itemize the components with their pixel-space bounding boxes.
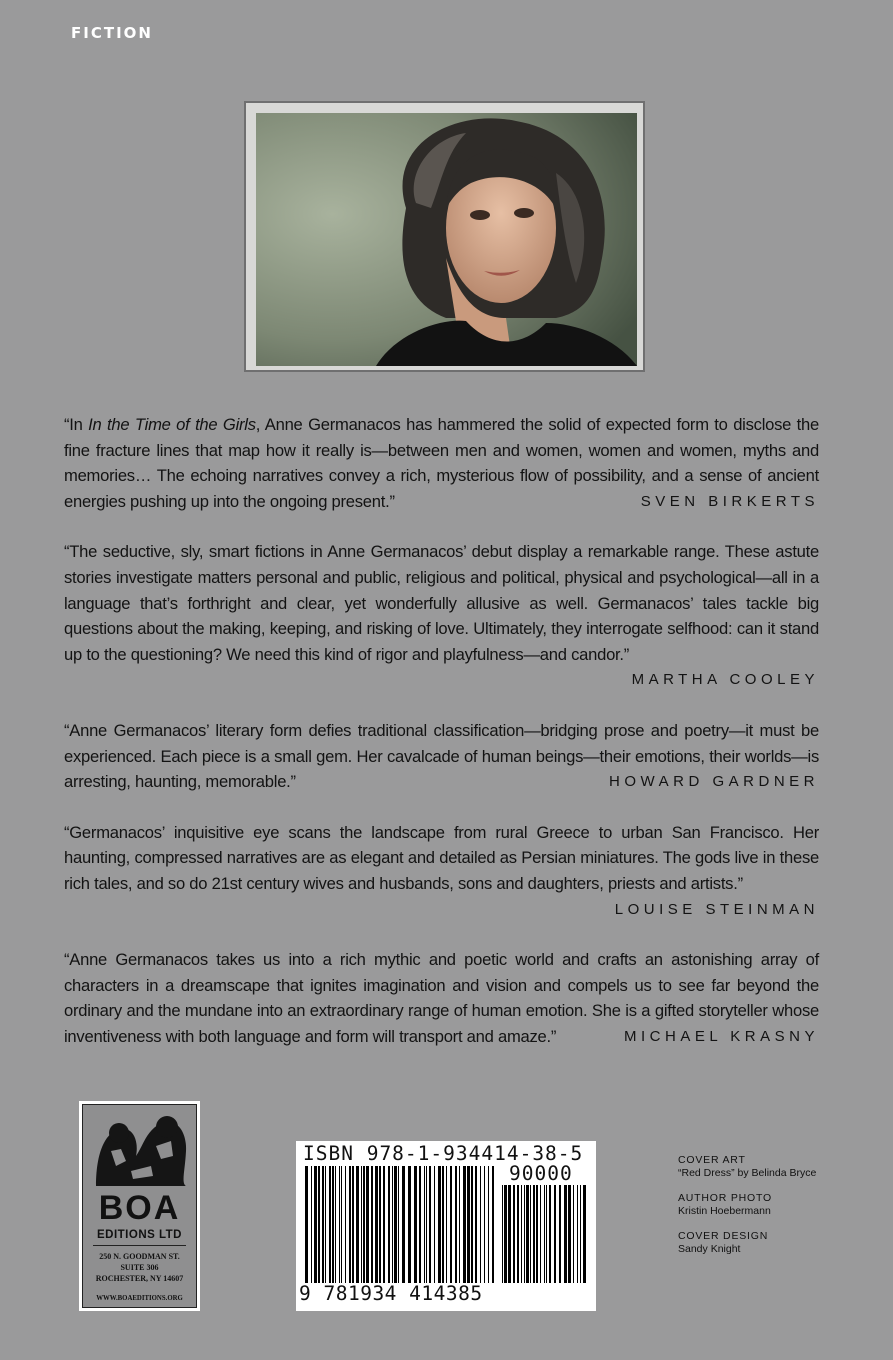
barcode-bar <box>502 1185 503 1283</box>
credit-label: AUTHOR PHOTO <box>678 1192 772 1204</box>
barcode-bar <box>530 1185 531 1283</box>
endorsement-text: “Anne Germanacos takes us into a rich mythic and poetic world and crafts an astonishing array of characters in a dreamscape that ignites imagination and vision and compels us to see far beyond the ordinary and the mundane into an extraordinary range of human emotion. She is a gifted storyteller whose inventiveness with both language and form will transport and amaze.” <box>64 950 819 1046</box>
barcode-bar <box>540 1185 541 1283</box>
endorsement <box>64 718 819 795</box>
barcode-bar <box>339 1166 340 1283</box>
barcode-bar <box>564 1185 567 1283</box>
barcode-bar <box>366 1166 369 1283</box>
publisher-address <box>83 1251 196 1284</box>
author-photo <box>256 113 637 366</box>
barcode-bar <box>554 1185 556 1283</box>
barcode-bar <box>467 1166 470 1283</box>
barcode-bar <box>450 1166 452 1283</box>
barcode-bar <box>305 1166 308 1283</box>
barcode-bar <box>379 1166 381 1283</box>
barcode-bars-main <box>305 1166 495 1283</box>
barcode-bar <box>329 1166 331 1283</box>
address-line: ROCHESTER, NY 14607 <box>95 1274 184 1283</box>
barcode-bar <box>314 1166 317 1283</box>
barcode-bar <box>504 1185 507 1283</box>
publisher-name: BOA <box>98 1189 181 1227</box>
barcode-bar <box>583 1185 586 1283</box>
barcode-bar <box>349 1166 351 1283</box>
barcode-bar <box>388 1166 390 1283</box>
barcode-bar <box>544 1185 545 1283</box>
barcode-bar <box>352 1166 354 1283</box>
endorsement-author: HOWARD GARDNER <box>609 773 819 791</box>
endorsement-author: MICHAEL KRASNY <box>624 1027 819 1045</box>
barcode-bar <box>356 1166 359 1283</box>
barcode-bar <box>442 1166 444 1283</box>
barcode-bar <box>318 1166 320 1283</box>
endorsements <box>64 412 819 1074</box>
credit-label: COVER ART <box>678 1154 746 1166</box>
barcode-bars-addon <box>502 1185 588 1283</box>
isbn-barcode <box>296 1141 596 1311</box>
barcode-bar <box>533 1185 535 1283</box>
endorsement-author: MARTHA COOLEY <box>631 671 819 689</box>
barcode-bar <box>526 1185 529 1283</box>
credit-value: Sandy Knight <box>678 1243 741 1255</box>
logo-divider <box>93 1245 186 1246</box>
barcode-bar <box>408 1166 411 1283</box>
barcode-bar <box>559 1185 561 1283</box>
credit-value: “Red Dress” by Belinda Bryce <box>678 1167 817 1179</box>
barcode-bar <box>383 1166 385 1283</box>
barcode-bar <box>332 1166 334 1283</box>
barcode-bar <box>488 1166 489 1283</box>
barcode-bar <box>398 1166 399 1283</box>
barcode-bar <box>322 1166 324 1283</box>
barcode-bar <box>463 1166 466 1283</box>
endorsement <box>64 947 819 1049</box>
barcode-bar <box>394 1166 397 1283</box>
barcode-bar <box>549 1185 551 1283</box>
barcode-bar <box>492 1166 494 1283</box>
barcode-bar <box>419 1166 421 1283</box>
author-photo-frame <box>244 101 645 372</box>
address-line: SUITE 306 <box>120 1263 159 1272</box>
barcode-bar <box>434 1166 435 1283</box>
barcode-bar <box>536 1185 538 1283</box>
publisher-website: WWW.BOAEDITIONS.ORG <box>96 1295 183 1302</box>
barcode-bar <box>345 1166 346 1283</box>
barcode-bar <box>459 1166 460 1283</box>
barcode-bar <box>580 1185 581 1283</box>
barcode-bar <box>517 1185 519 1283</box>
barcode-bar <box>546 1185 547 1283</box>
endorsement-text: “Anne Germanacos’ literary form defies traditional classification—bridging prose and poetry—it must be experienced. Each piece is a small gem. Her cavalcade of human beings—their emotions, their worlds—is arresting, haunting, memorable.” <box>64 720 819 792</box>
barcode-bar <box>371 1166 373 1283</box>
barcode-bar <box>392 1166 393 1283</box>
barcode-bar <box>311 1166 312 1283</box>
endorsement-text: “The seductive, sly, smart fictions in Anne Germanacos’ debut display a remarkable range. These astute stories investigate matters personal and public, religious and political, physical and psychological—all in a language that’s forthright and clear, yet wonderfully allusive as well. Germanacos’ tales tackle big questions about the making, keeping, and risking of love. Ultimately, they interrogate selfhood: can it stand up to the questioning? We need this kind of rigor and playfulness—and candor.” <box>64 542 819 664</box>
barcode-bar <box>414 1166 417 1283</box>
genre-label: FICTION <box>71 24 153 42</box>
endorsement <box>64 412 819 514</box>
barcode-bar <box>335 1166 336 1283</box>
barcode-bar <box>363 1166 365 1283</box>
isbn-number: ISBN 978-1-934414-38-5 <box>303 1142 584 1165</box>
endorsement-author: SVEN BIRKERTS <box>640 492 819 510</box>
barcode-bar <box>402 1166 405 1283</box>
barcode-bar <box>524 1185 525 1283</box>
barcode-bar <box>361 1166 362 1283</box>
barcode-bar <box>513 1185 515 1283</box>
book-title: In the Time of the Girls <box>88 415 256 434</box>
cover-credits <box>678 1154 878 1268</box>
barcode-bar <box>438 1166 441 1283</box>
barcode-bar <box>573 1185 574 1283</box>
barcode-bar <box>480 1166 481 1283</box>
endorsement <box>64 539 819 693</box>
endorsement <box>64 820 819 922</box>
barcode-bar <box>341 1166 342 1283</box>
credit-item <box>678 1230 878 1256</box>
endorsement-text: , Anne Germanacos has hammered the solid of expected form to disclose the fine fracture lines that map how it really is—between men and women, women and women, myths and memories… The echoing narratives convey a rich, mysterious flow of possibility, and a sense of ancient energies pushing up into the ongoing present.” <box>64 415 820 511</box>
credit-value: Kristin Hoebermann <box>678 1205 771 1217</box>
barcode-bar <box>521 1185 522 1283</box>
barcode-bar <box>471 1166 473 1283</box>
barcode-bar <box>577 1185 578 1283</box>
barcode-digits: 9 781934 414385 <box>299 1282 483 1305</box>
endorsement-author: LOUISE STEINMAN <box>614 900 819 918</box>
barcode-bar <box>325 1166 326 1283</box>
credit-label: COVER DESIGN <box>678 1230 769 1242</box>
barcode-bar <box>426 1166 427 1283</box>
barcode-bar <box>455 1166 457 1283</box>
credit-item <box>678 1154 878 1180</box>
barcode-bar <box>568 1185 571 1283</box>
barcode-bar <box>429 1166 431 1283</box>
credit-item <box>678 1192 878 1218</box>
barcode-bar <box>475 1166 477 1283</box>
endorsement-prefix: “In <box>64 415 89 434</box>
publisher-logo <box>79 1101 200 1311</box>
price-code: 90000 <box>509 1162 573 1185</box>
endorsement-text: “Germanacos’ inquisitive eye scans the landscape from rural Greece to urban San Francisco. Her haunting, compressed narratives are as elegant and detailed as Persian miniatures. The gods live in these rich tales, and so do 21st century wives and husbands, sons and daughters, priests and artists.” <box>64 822 819 893</box>
barcode-bar <box>424 1166 425 1283</box>
barcode-bar <box>375 1166 378 1283</box>
barcode-bar <box>484 1166 485 1283</box>
barcode-bar <box>446 1166 447 1283</box>
woodcut-figures-icon <box>91 1111 192 1189</box>
barcode-bar <box>508 1185 511 1283</box>
address-line: 250 N. GOODMAN ST. <box>99 1252 180 1261</box>
publisher-subtitle: EDITIONS LTD <box>96 1229 182 1241</box>
author-portrait-image <box>256 113 637 366</box>
